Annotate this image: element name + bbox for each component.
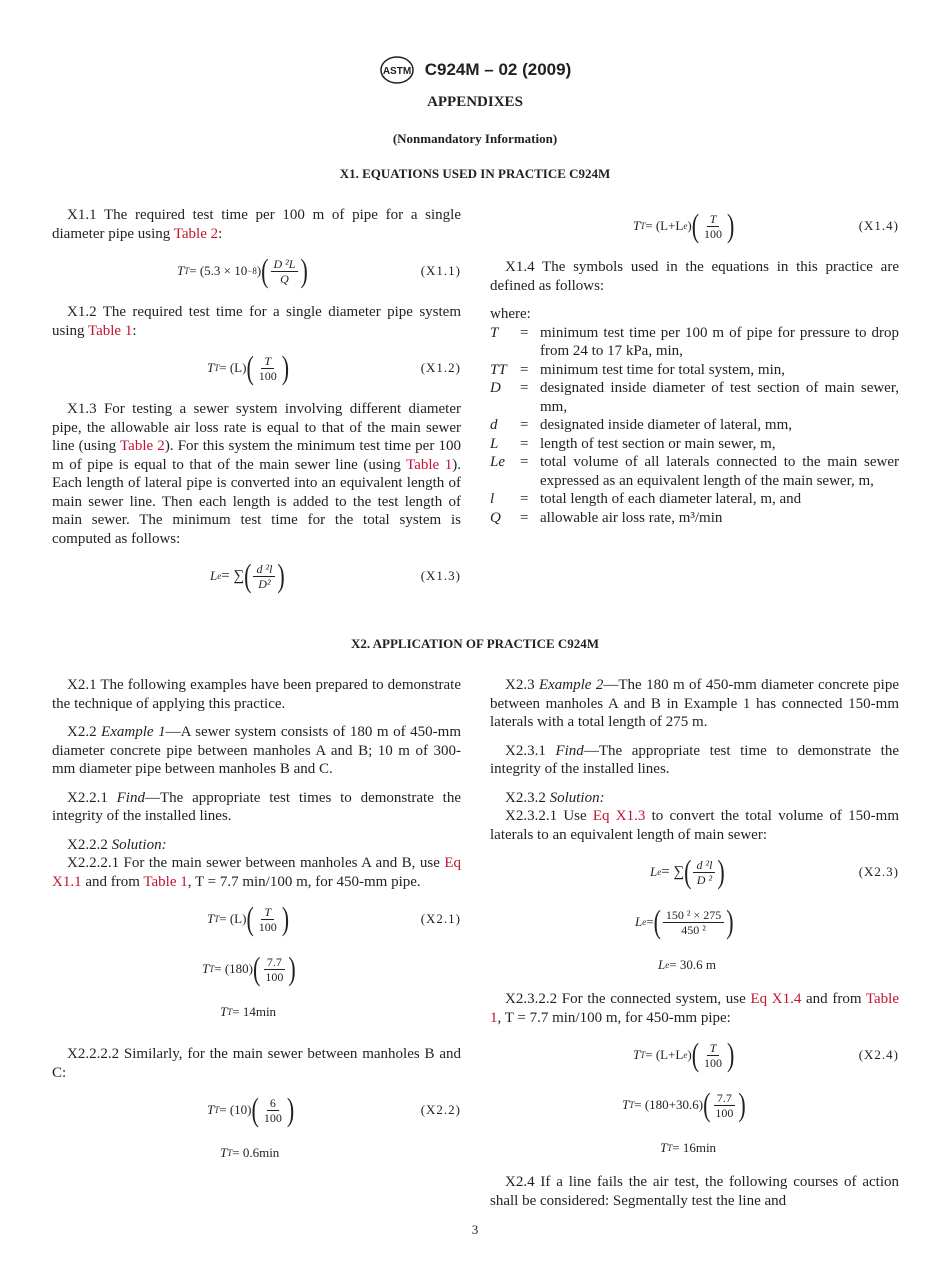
lhs: T: [220, 1003, 228, 1019]
text: X2.2.1: [67, 789, 117, 806]
equals-sign: =: [520, 491, 529, 507]
numerator: 6: [267, 1096, 279, 1111]
text: X2.2.2: [67, 836, 112, 853]
denominator: D²: [258, 576, 271, 591]
equals-sign: =: [520, 417, 529, 433]
symbol-definition: [490, 509, 899, 528]
numerator: 7.7: [714, 1091, 735, 1106]
lhs-sub: T: [214, 1104, 220, 1115]
expr: =: [646, 913, 654, 929]
appendixes-heading: APPENDIXES: [427, 94, 523, 110]
text: X2.3.1: [505, 742, 556, 759]
expr: = (L+L: [645, 1046, 684, 1062]
denominator: 450 ²: [681, 922, 706, 937]
table-2-link[interactable]: Table 2: [120, 438, 165, 454]
text: :: [218, 225, 223, 242]
symbol-definition: [490, 361, 899, 380]
symbol-meaning: minimum test time for total system, min,: [540, 361, 785, 378]
x1-2-paragraph: [52, 303, 461, 340]
numerator: D ²L: [271, 257, 299, 272]
text: —The appropriate test time to demonstrate the integrity of the installed lines.: [490, 742, 899, 777]
equation-x2-3-step: L e = ( $\frac{\text{150 ² × 275}}{\text{450 ²}}$ ): [635, 902, 734, 940]
equation-x2-1: T T = (L) ( $\frac{T}{100}$ ) (X2.1): [52, 897, 461, 941]
symbol-definition: [490, 490, 899, 509]
symbol-definition: [490, 324, 899, 361]
lhs: T: [622, 1096, 630, 1112]
expr: = (L+L: [645, 217, 684, 233]
text: Solution:: [111, 836, 167, 853]
denominator: 100: [263, 1110, 282, 1125]
lhs-sub: e: [665, 959, 670, 970]
expr: = (5.3 × 10: [189, 262, 248, 278]
text: X1.3 For testing a sewer system involving different diameter pipe, the allowable air loss rate is equal to that of the main sewer line (using: [52, 401, 461, 454]
numerator: T: [261, 905, 274, 920]
x2-4-paragraph: X2.4 If a line fails the air test, the following courses of action shall be considered: Segmentally test the line and: [490, 1174, 899, 1209]
text: and from: [81, 873, 144, 890]
numerator: d ²l: [693, 858, 715, 873]
table-1-link[interactable]: Table 1: [87, 322, 133, 339]
lhs: L: [658, 956, 666, 972]
expr: = (L): [219, 359, 247, 375]
text: Find: [555, 742, 584, 759]
equals-sign: =: [520, 324, 529, 341]
x2-3-paragraph: [490, 676, 899, 732]
text: and from: [801, 991, 866, 1007]
x2-3-2-2-paragraph: [490, 990, 899, 1027]
text: X2.3.2.2 For the connected system, use: [505, 991, 751, 1007]
x1-title: X1. EQUATIONS USED IN PRACTICE C924M: [339, 166, 611, 181]
symbol-meaning: total length of each diameter lateral, m, and: [540, 491, 802, 507]
x2-2-paragraph: [52, 723, 461, 779]
expr: = ∑: [221, 567, 245, 584]
x1-1-paragraph: [52, 206, 461, 243]
x2-3-2-paragraph: [490, 789, 899, 808]
lhs-sub: T: [209, 963, 215, 974]
x1-left-column: [52, 206, 461, 604]
expr: = (180): [214, 960, 253, 976]
denominator: 100: [258, 368, 277, 383]
table-1-link[interactable]: Table 1: [143, 873, 188, 890]
lhs: L: [210, 567, 218, 583]
x2-2-2-1-paragraph: [52, 854, 461, 891]
expr: ): [687, 1046, 692, 1062]
lhs-sub: T: [227, 1147, 233, 1158]
x2-1-paragraph: X2.1 The following examples have been prepared to demonstrate the technique of applying this practice.: [52, 677, 461, 712]
equation-x1-3: L e = ∑ ( $\frac{\text{d ²l}}{\text{D²}}$ ) (X1.3): [52, 554, 461, 598]
eq-x1-1-link[interactable]: Eq X1.1: [52, 855, 461, 890]
lhs: T: [207, 1101, 215, 1117]
equation-number: (X2.3): [858, 863, 899, 879]
symbol-definition: [490, 453, 899, 490]
astm-logo: [379, 55, 415, 85]
symbol: l: [490, 491, 495, 507]
text: Example 1: [101, 724, 166, 740]
lhs: L: [635, 913, 643, 929]
expr-sub: e: [683, 220, 688, 231]
symbol-meaning: total volume of all laterals connected to the main sewer expressed as an equivalent length of the main sewer, m,: [540, 454, 899, 489]
expr: = (10): [219, 1101, 252, 1117]
symbol: T: [490, 324, 499, 341]
expr: = 14min: [232, 1003, 277, 1019]
x2-left-column: [52, 676, 461, 1174]
numerator: T: [707, 1041, 720, 1056]
lhs-sub: T: [214, 362, 220, 373]
lhs-sub: T: [667, 1142, 673, 1153]
table-1-link[interactable]: Table 1: [490, 991, 900, 1026]
exp: −8: [247, 265, 257, 276]
x1-3-paragraph: [52, 400, 461, 548]
table-2-link[interactable]: Table 2: [173, 225, 219, 242]
symbol: L: [490, 435, 499, 452]
equation-number: (X2.2): [420, 1101, 461, 1117]
numerator: T: [707, 212, 720, 227]
equation-x2-2: T T = (10) ( $\frac{6}{100}$ ) (X2.2): [52, 1088, 461, 1132]
text: X2.2.2.1 For the main sewer between manholes A and B, use: [67, 855, 445, 871]
symbol: Le: [490, 454, 505, 470]
lhs: T: [207, 910, 215, 926]
equation-x2-1-result: [52, 997, 461, 1027]
text: X1.1 The required test time per 100 m of pipe for a single diameter pipe using: [52, 207, 461, 242]
text: to convert the total volume of 150-mm laterals to an equivalent length of main sewer:: [490, 808, 899, 843]
lhs: T: [633, 1046, 641, 1062]
symbol: TT: [490, 361, 507, 378]
equation-x2-4-step: T T = (180+30.6) ( $\frac{7.7}{100}$ ): [622, 1085, 746, 1123]
symbol: D: [490, 380, 501, 396]
text: —The appropriate test times to demonstrate the integrity of the installed lines.: [52, 789, 461, 824]
equation-number: (X1.3): [420, 567, 461, 583]
expr: = 16min: [672, 1139, 717, 1155]
symbol-meaning: designated inside diameter of test section of main sewer, mm,: [540, 380, 899, 415]
symbol: d: [490, 417, 498, 433]
expr: = (L): [219, 910, 247, 926]
denominator: 100: [704, 226, 723, 241]
lhs-sub: T: [629, 1099, 635, 1110]
lhs: T: [633, 217, 641, 233]
numerator: 7.7: [264, 955, 285, 970]
lhs: T: [177, 262, 185, 278]
expr: = ∑: [661, 863, 685, 880]
denominator: D ²: [696, 872, 713, 887]
lhs-sub: e: [642, 916, 647, 927]
text: X1.2 The required test time for a single diameter pipe system using: [52, 304, 461, 339]
symbol: Q: [490, 509, 501, 526]
denominator: Q: [280, 271, 289, 286]
x2-3-1-paragraph: [490, 742, 899, 779]
text: , T = 7.7 min/100 m, for 450-mm pipe.: [187, 873, 421, 890]
denominator: 100: [715, 1105, 734, 1120]
equation-x2-2-result: [52, 1138, 461, 1168]
equation-number: (X2.4): [858, 1046, 899, 1062]
svg-text:ASTM: ASTM: [382, 66, 411, 77]
expr: = (180+30.6): [634, 1096, 704, 1112]
text: Solution:: [549, 789, 605, 806]
x2-title: X2. APPLICATION OF PRACTICE C924M: [350, 636, 600, 651]
equation-number: (X2.1): [420, 910, 461, 926]
symbol-meaning: allowable air loss rate, m³/min: [540, 509, 723, 526]
text: :: [132, 322, 137, 339]
lhs: T: [220, 1144, 228, 1160]
text: Find: [116, 789, 145, 806]
lhs: T: [207, 359, 215, 375]
lhs: L: [650, 863, 658, 879]
text: X2.3.2: [505, 789, 550, 806]
equals-sign: =: [520, 454, 529, 470]
text: X2.3.2.1 Use: [505, 808, 593, 824]
symbol-meaning: length of test section or main sewer, m,: [540, 435, 776, 452]
text: X2.2: [67, 724, 102, 740]
text: ). Each length of lateral pipe is converted into an equivalent length of main sewer line. Then each length is added to the test length of main sewer. The minimum test time for the total system is computed as follows:: [52, 456, 461, 547]
symbol-definition: [490, 435, 899, 454]
text: X2.3: [505, 677, 539, 693]
denominator: 100: [265, 969, 284, 984]
x1-right-column: [490, 204, 899, 527]
lhs-sub: T: [214, 913, 220, 924]
equals-sign: =: [520, 509, 529, 526]
equation-x1-4: T T = (L+L e ) ( $\frac{T}{100}$ ) (X1.4): [490, 204, 899, 248]
lhs: T: [202, 960, 210, 976]
denominator: 100: [704, 1055, 723, 1070]
document-header: [0, 55, 950, 85]
expr: = 30.6 m: [669, 956, 716, 972]
denominator: 100: [258, 919, 277, 934]
expr-sub: e: [683, 1049, 688, 1060]
equals-sign: =: [520, 380, 529, 396]
x2-3-2-1-paragraph: [490, 807, 899, 844]
equation-x2-3: L e = ∑ ( $\frac{\text{d ²l}}{\text{D ²}}$ ) (X2.3): [490, 850, 899, 894]
where-label: where:: [490, 306, 531, 322]
lhs-sub: T: [640, 220, 646, 231]
text: ). For this system the minimum test time per 100 m of pipe is equal to that of the main sewer line (using: [52, 438, 461, 473]
x2-2-2-2-paragraph: X2.2.2.2 Similarly, for the main sewer between manholes B and C:: [52, 1046, 461, 1081]
lhs-sub: e: [657, 866, 662, 877]
equation-number: (X1.2): [420, 359, 461, 375]
equation-x1-1: T T = (5.3 × 10 −8 ) ( $\frac{\text{D ²L}}{Q}$ ) (X1.1): [52, 249, 461, 293]
equation-x2-3-result: [490, 950, 899, 980]
x1-4-paragraph: X1.4 The symbols used in the equations in this practice are defined as follows:: [490, 259, 899, 294]
lhs-sub: T: [184, 265, 190, 276]
equals-sign: =: [520, 435, 529, 452]
standard-designation: C924M – 02 (2009): [424, 60, 572, 79]
expr: ): [256, 262, 262, 278]
numerator: d ²l: [253, 562, 275, 577]
equation-x2-4-result: [490, 1133, 899, 1163]
text: Example 2: [538, 677, 604, 693]
x2-right-column: [490, 676, 899, 1210]
equation-number: (X1.1): [420, 262, 461, 278]
x2-2-2-paragraph: [52, 836, 461, 855]
page-number: 3: [471, 1222, 479, 1237]
eq-x1-4-link[interactable]: Eq X1.4: [750, 991, 802, 1007]
lhs-sub: T: [227, 1006, 233, 1017]
equation-x2-1-step: T T = (180) ( $\frac{7.7}{100}$ ): [202, 949, 296, 987]
eq-x1-3-link[interactable]: Eq X1.3: [592, 808, 646, 824]
text: —A sewer system consists of 180 m of 450-mm diameter concrete pipe between manholes A and B; 10 m of 300-mm diameter pipe between manholes B and C.: [52, 724, 461, 777]
table-1-link[interactable]: Table 1: [406, 456, 453, 473]
nonmandatory-label: (Nonmandatory Information): [392, 131, 558, 146]
text: —The 180 m of 450-mm diameter concrete pipe between manholes A and B in Example 1 has connected 150-mm laterals with a total length of 275 m.: [490, 677, 899, 730]
x2-2-1-paragraph: [52, 789, 461, 826]
equals-sign: =: [520, 361, 529, 378]
lhs-sub: T: [640, 1049, 646, 1060]
equation-x2-4: T T = (L+L e ) ( $\frac{T}{100}$ ) (X2.4): [490, 1033, 899, 1077]
numerator: T: [261, 354, 274, 369]
symbol-meaning: designated inside diameter of lateral, mm,: [540, 417, 792, 433]
text: , T = 7.7 min/100 m, for 450-mm pipe:: [497, 1009, 731, 1026]
lhs: T: [660, 1139, 668, 1155]
lhs-sub: e: [217, 570, 222, 581]
expr: ): [687, 217, 692, 233]
symbol-definitions: [490, 324, 899, 528]
symbol-meaning: minimum test time per 100 m of pipe for pressure to drop from 24 to 17 kPa, min,: [540, 324, 899, 359]
expr: = 0.6min: [232, 1144, 280, 1160]
symbol-definition: [490, 416, 899, 435]
numerator: 150 ² × 275: [663, 908, 724, 923]
equation-x1-2: T T = (L) ( $\frac{T}{100}$ ) (X1.2): [52, 346, 461, 390]
equation-number: (X1.4): [858, 217, 899, 233]
symbol-definition: [490, 379, 899, 416]
